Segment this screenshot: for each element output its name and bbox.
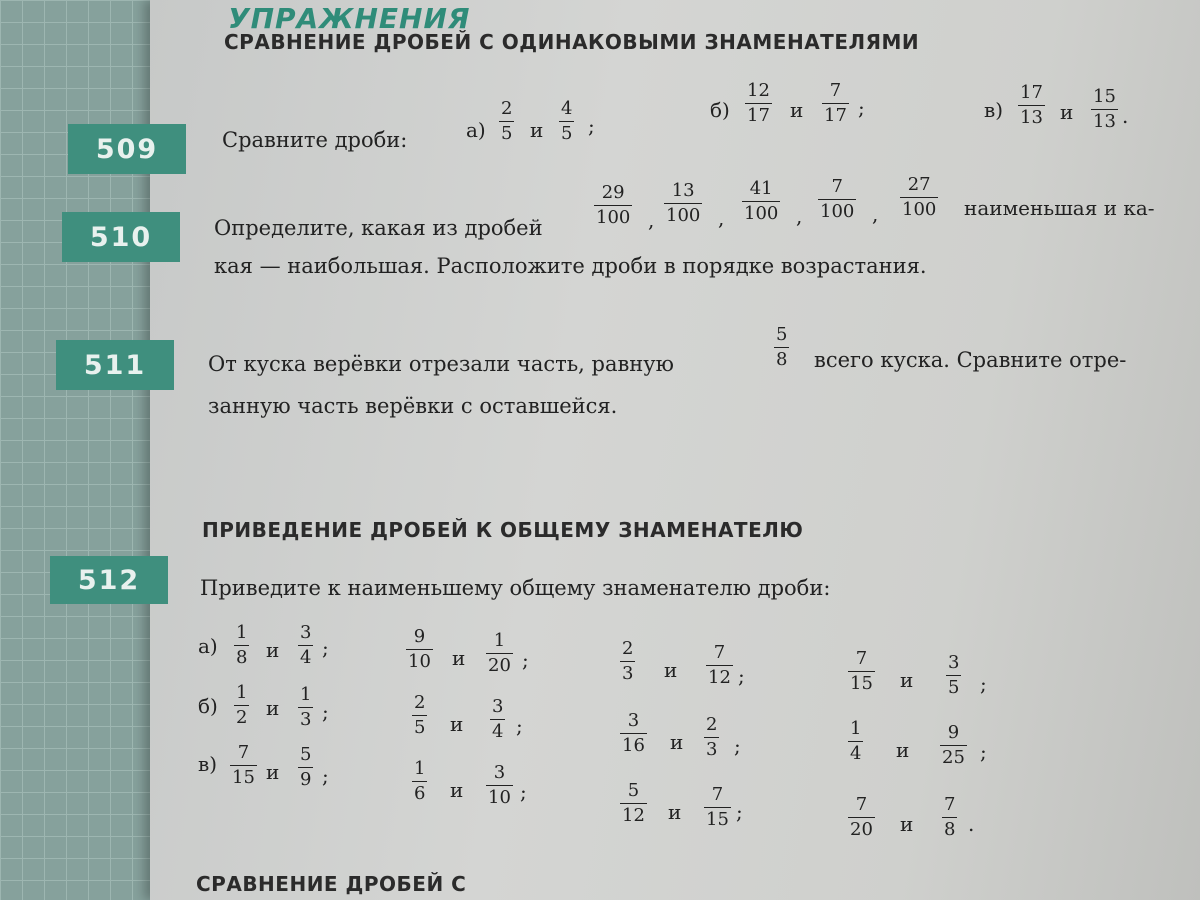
exercise-510-line1-end: наименьшая и ка-	[964, 196, 1155, 220]
fraction: $\frac{5}{9}$	[300, 744, 312, 790]
semicolon: ;	[980, 672, 987, 696]
conjunction: и	[790, 98, 804, 122]
conjunction: и	[900, 812, 914, 836]
fraction: $\frac{2}{3}$	[622, 638, 634, 684]
conjunction: и	[530, 118, 544, 142]
section-title-compare-fractions: СРАВНЕНИЕ ДРОБЕЙ С	[196, 872, 467, 896]
exercises-heading: УПРАЖНЕНИЯ	[228, 2, 471, 35]
fraction: $\frac{7}{17}$	[824, 80, 847, 126]
exercise-number-510: 510	[62, 212, 180, 262]
row-label-c: в)	[198, 752, 218, 776]
exercise-number-512: 512	[50, 556, 168, 604]
semicolon: ;	[738, 664, 745, 688]
exercise-512-text: Приведите к наименьшему общему знаменателю дроби:	[200, 576, 831, 600]
conjunction: и	[668, 800, 682, 824]
semicolon: ;	[322, 636, 329, 660]
exercise-510-line1-start: Определите, какая из дробей	[214, 216, 543, 240]
exercise-number-509: 509	[68, 124, 186, 174]
fraction: $\frac{5}{8}$	[776, 324, 788, 370]
conjunction: и	[266, 638, 280, 662]
conjunction: и	[670, 730, 684, 754]
semicolon: ;	[516, 714, 523, 738]
fraction: $\frac{3}{4}$	[300, 622, 312, 668]
fraction: $\frac{5}{12}$	[622, 780, 645, 826]
conjunction: и	[450, 778, 464, 802]
semicolon: ;	[736, 800, 743, 824]
fraction: $\frac{3}{10}$	[488, 762, 511, 808]
item-label-b: б)	[710, 98, 730, 122]
fraction: $\frac{7}{12}$	[708, 642, 731, 688]
fraction: $\frac{3}{4}$	[492, 696, 504, 742]
conjunction: и	[266, 696, 280, 720]
comma: ,	[648, 208, 655, 232]
fraction: $\frac{17}{13}$	[1020, 82, 1043, 128]
fraction: $\frac{9}{10}$	[408, 626, 431, 672]
fraction: $\frac{41}{100}$	[744, 178, 779, 224]
conjunction: и	[452, 646, 466, 670]
section-title-common-denominator: ПРИВЕДЕНИЕ ДРОБЕЙ К ОБЩЕМУ ЗНАМЕНАТЕЛЮ	[202, 518, 804, 542]
section-title-compare-same-denominators: СРАВНЕНИЕ ДРОБЕЙ С ОДИНАКОВЫМИ ЗНАМЕНАТЕЛЯМИ	[224, 30, 920, 54]
exercise-510-line2: кая — наибольшая. Расположите дроби в порядке возрастания.	[214, 254, 927, 278]
period: .	[1122, 104, 1129, 128]
exercise-511-line1-start: От куска верёвки отрезали часть, равную	[208, 352, 674, 376]
semicolon: ;	[858, 96, 865, 120]
semicolon: ;	[520, 780, 527, 804]
item-label-a: а)	[466, 118, 486, 142]
textbook-page	[77, 0, 1200, 900]
semicolon: ;	[734, 734, 741, 758]
fraction: $\frac{3}{5}$	[948, 652, 960, 698]
semicolon: ;	[980, 740, 987, 764]
fraction: $\frac{9}{25}$	[942, 722, 965, 768]
fraction: $\frac{13}{100}$	[666, 180, 701, 226]
semicolon: ;	[588, 114, 595, 138]
conjunction: и	[450, 712, 464, 736]
exercise-509-text: Сравните дроби:	[222, 128, 408, 152]
item-label-c: в)	[984, 98, 1004, 122]
exercise-511-line1-end: всего куска. Сравните отре-	[814, 348, 1127, 372]
fraction: $\frac{1}{6}$	[414, 758, 426, 804]
fraction: $\frac{7}{20}$	[850, 794, 873, 840]
fraction: $\frac{7}{15}$	[850, 648, 873, 694]
semicolon: ;	[322, 700, 329, 724]
fraction: $\frac{1}{3}$	[300, 684, 312, 730]
fraction: $\frac{7}{15}$	[706, 784, 729, 830]
conjunction: и	[664, 658, 678, 682]
conjunction: и	[266, 760, 280, 784]
semicolon: ;	[522, 648, 529, 672]
fraction: $\frac{1}{4}$	[850, 718, 862, 764]
fraction: $\frac{27}{100}$	[902, 174, 937, 220]
comma: ,	[718, 206, 725, 230]
fraction: $\frac{29}{100}$	[596, 182, 631, 228]
conjunction: и	[1060, 100, 1074, 124]
period: .	[968, 812, 975, 836]
exercise-511-line2: занную часть верёвки с оставшейся.	[208, 394, 618, 418]
conjunction: и	[896, 738, 910, 762]
fraction: $\frac{7}{15}$	[232, 742, 255, 788]
fraction: $\frac{1}{8}$	[236, 622, 248, 668]
fraction: $\frac{7}{100}$	[820, 176, 855, 222]
fraction: $\frac{15}{13}$	[1093, 86, 1116, 132]
semicolon: ;	[322, 764, 329, 788]
row-label-b: б)	[198, 694, 218, 718]
fraction: $\frac{2}{3}$	[706, 714, 718, 760]
fraction: $\frac{2}{5}$	[414, 692, 426, 738]
fraction: $\frac{7}{8}$	[944, 794, 956, 840]
row-label-a: а)	[198, 634, 218, 658]
comma: ,	[796, 204, 803, 228]
fraction: $\frac{3}{16}$	[622, 710, 645, 756]
fraction: $\frac{2}{5}$	[501, 98, 513, 144]
comma: ,	[872, 202, 879, 226]
exercise-number-511: 511	[56, 340, 174, 390]
fraction: $\frac{1}{2}$	[236, 682, 248, 728]
fraction: $\frac{4}{5}$	[561, 98, 573, 144]
conjunction: и	[900, 668, 914, 692]
fraction: $\frac{1}{20}$	[488, 630, 511, 676]
fraction: $\frac{12}{17}$	[747, 80, 770, 126]
